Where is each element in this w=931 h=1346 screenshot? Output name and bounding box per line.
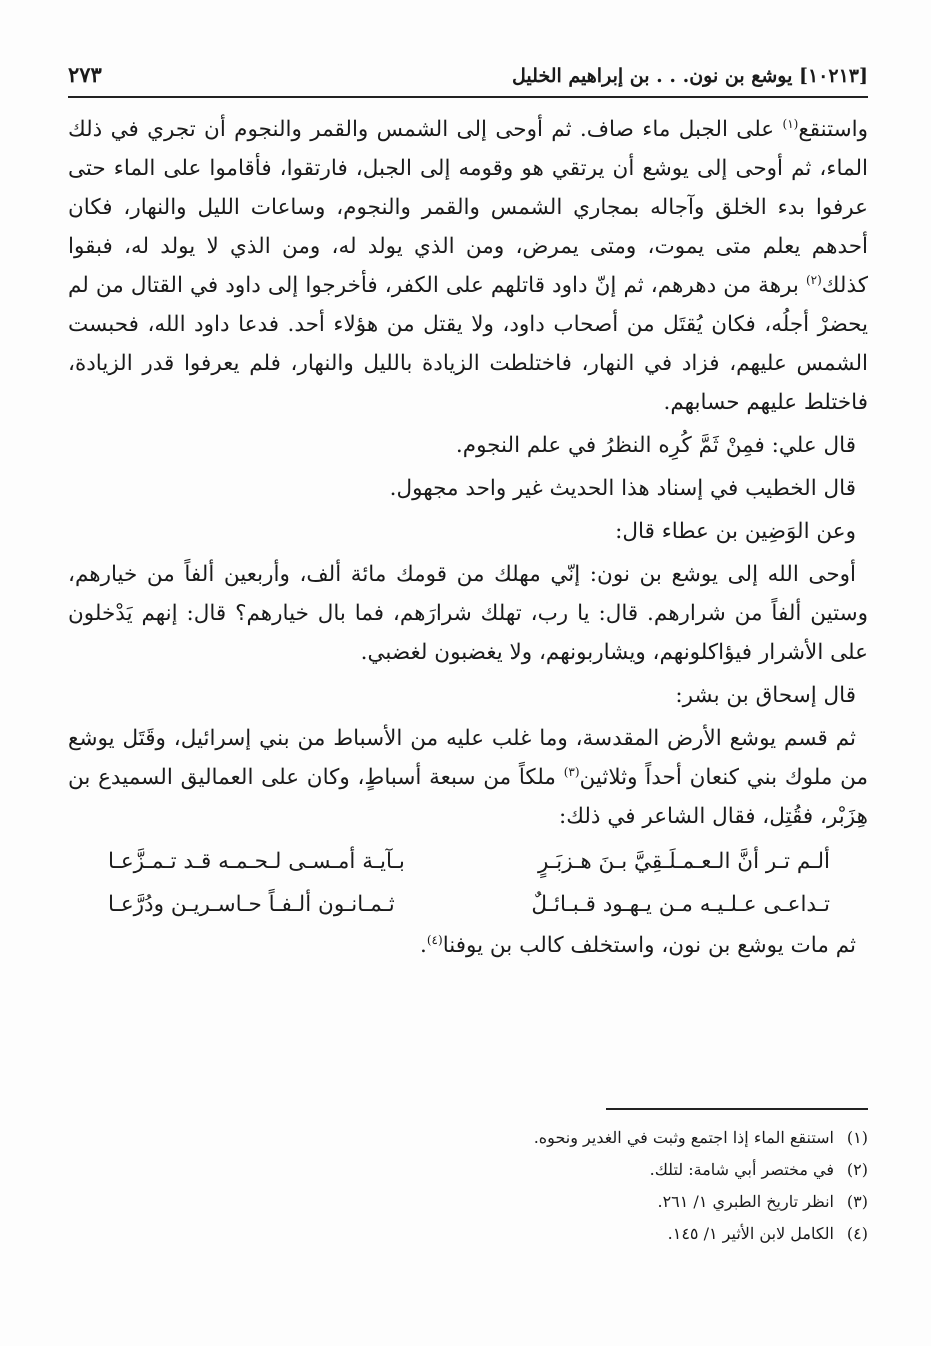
poem-verse [68, 840, 868, 883]
footnote-ref-1: (١) [782, 116, 799, 131]
footnote-ref-4: (٤) [426, 932, 443, 947]
verse-first-hemistich: تـداعـى عـلـيـه مـن يـهـود قـبـائـلٌ [531, 892, 830, 917]
poem [68, 840, 868, 926]
footnote-number: (٣) [846, 1192, 868, 1211]
footnote [68, 1186, 868, 1218]
footnote-ref-2: (٢) [805, 272, 822, 287]
verse-second-hemistich: ثـمـانـون ألـفـاً حـاسـريـن ودُرَّعـا [108, 892, 395, 917]
khatib-line: قال الخطيب في إسناد هذا الحديث غير واحد مجهول. [389, 476, 856, 501]
page-number: ٢٧٣ [68, 62, 102, 87]
paragraph-1-text: على الجبل ماء صاف. ثم أوحى إلى الشمس والقمر والنجوم أن تجري في ذلك الماء، ثم أوحى إلى يوشع أن يرتقي هو وقومه إلى الجبل، فارتقوا، فأقاموا على الماء حتى عرفوا بدء الخلق وآجاله بمجاري الشمس والقمر والنجوم، وساعات الليل والنهار، فكان أحدهم يعلم متى يموت، ومتى يمرض، ومن الذي يولد له، ومن الذي لا يولد له، فبقوا كذلك [68, 117, 868, 298]
footnote-text: الكامل لابن الأثير ١/ ١٤٥. [667, 1224, 834, 1243]
ali-line: قال علي: فمِنْ ثَمَّ كُرِه النظرُ في علم النجوم. [455, 433, 856, 458]
qasam-paragraph [68, 719, 868, 836]
footnote [68, 1122, 868, 1154]
page-header [68, 62, 868, 98]
footnote [68, 1154, 868, 1186]
paragraph-1-lead: واستنقع [798, 117, 868, 142]
wadin-line: وعن الوَضِين بن عطاء قال: [615, 519, 856, 544]
footnote-separator [606, 1108, 868, 1110]
poem-verse [68, 883, 868, 926]
running-title: [١٠٢١٣] يوشع بن نون. . . بن إبراهيم الخليل [512, 65, 868, 87]
footnote-number: (٢) [846, 1160, 868, 1179]
verse-second-hemistich: بـآيـة أمـسـى لـحـمـه قـد تـمـزَّعـا [108, 849, 405, 874]
footnote-number: (١) [846, 1128, 868, 1147]
footnote-ref-3: (٣) [563, 764, 580, 779]
footnote-text: استنقع الماء إذا اجتمع وثبت في الغدير ونحوه. [533, 1128, 834, 1147]
footnotes [68, 1122, 868, 1250]
ishaq-line: قال إسحاق بن بشر: [675, 683, 856, 708]
book-page [68, 62, 868, 1243]
awha-paragraph: أوحى الله إلى يوشع بن نون: إنّي مهلك من قومك مائة ألف، وأربعين ألفاً من خيارهم، وستين ألفاً من شرارهم. قال: يا رب، تهلك شرارَهم، فما بال خيارهم؟ قال: إنهم يَدْخلون على الأشرار فيؤاكلونهم، ويشاربونهم، ولا يغضبون لغضبي. [68, 562, 868, 665]
footnote [68, 1218, 868, 1250]
footnote-text: انظر تاريخ الطبري ١/ ٢٦١. [657, 1192, 834, 1211]
main-text [68, 110, 868, 965]
paragraph-1 [68, 110, 868, 422]
qasam-text-after: ملكاً من سبعة أسباطٍ، وكان على العماليق السميدع بن هِزَبْر، فقُتِل، فقال الشاعر في ذلك: [68, 765, 868, 829]
paragraph-2-text: برهة من دهرهم، ثم إنّ داود قاتلهم على الكفر، فأخرجوا إلى داود في القتال من لم يحضرْ أجلُه، فكان يُقتَل من أصحاب داود، ولا يقتل من هؤلاء أحد. فدعا داود الله، فحبست الشمس عليهم، فزاد في النهار، فاختلطت الزيادة بالليل والنهار، فلم يعرفوا قدر الزيادة، فاختلط عليهم حسابهم. [68, 273, 868, 415]
footnote-text: في مختصر أبي شامة: لتلك. [649, 1160, 834, 1179]
verse-first-hemistich: ألـم تـر أنَّ الـعـمـلَـقِيَّ بـنَ هـزبَـرٍ [538, 849, 830, 874]
qasam-text-before: ثم قسم يوشع الأرض المقدسة، وما غلب عليه من الأسباط من بني إسرائيل، وقَتَل يوشع من ملوك بني كنعان أحداً وثلاثين [68, 726, 868, 790]
final-text-before: ثم مات يوشع بن نون، واستخلف كالب بن يوفنا [442, 933, 856, 958]
final-text-after: . [420, 933, 427, 958]
footnote-number: (٤) [846, 1224, 868, 1243]
final-line [68, 926, 868, 965]
